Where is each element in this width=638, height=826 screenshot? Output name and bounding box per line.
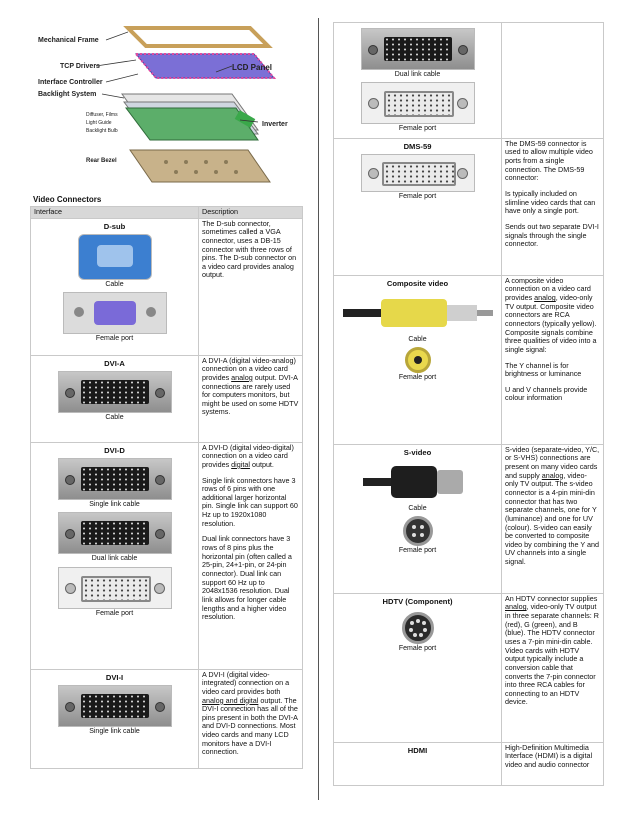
caption: Cable	[105, 413, 124, 421]
caption: Single link cable	[89, 500, 140, 508]
description-text: The DMS-59 connector is used to allow multiple video ports from a single connection. The DMS-59 connector:	[505, 138, 593, 183]
section-title: Video Connectors	[33, 195, 102, 204]
caption: Female port	[398, 192, 437, 200]
dvi-i-female-port-image	[361, 82, 475, 124]
label-backlight-system: Backlight System	[38, 91, 97, 98]
description-text: Dual link connectors have 3 rows of 8 pins plus the horizontal pin (often called a 25-pin, 24+1-pin, or 24-pin connector). Dual link can support 60 Hz up to 2048x1536 resolution. Dual link allows for longer cable lengths and a higher video resolution.	[202, 534, 292, 622]
description-text: S-video (separate-video, Y/C, or S-VHS) connections are present on many video cards and supply analog, video-only TV output. The s-video connector is a 4-pin mini-din connector that has two separate channels, one for Y (luminance) and one for UV (colour). S-video can easily be converted to composite video by combining the Y and UV channels into a single signal.	[505, 444, 600, 567]
caption: Female port	[398, 374, 437, 382]
description-text: Single link connectors have 3 rows of 6 pins with one additional larger horizontal pin. Single link can support 60 Hz up to 1920x1080 resolution.	[202, 475, 298, 528]
description-text: Sends out two separate DVI-I signals through the single connector.	[505, 221, 599, 249]
connector-name: DMS-59	[403, 141, 432, 151]
caption: Female port	[398, 644, 437, 652]
label-mechanical-frame: Mechanical Frame	[38, 37, 99, 44]
description-link[interactable]: digital	[231, 459, 250, 469]
table-row	[31, 355, 303, 442]
caption: Dual link cable	[394, 71, 441, 78]
dsub-cable-image	[78, 234, 152, 280]
caption: Cable	[408, 504, 427, 512]
rca-port-image	[405, 347, 431, 373]
label-backlight-bulb: Backlight Bulb	[86, 128, 118, 134]
table-row	[31, 669, 303, 768]
table-row	[334, 444, 604, 593]
description-link[interactable]: analog and digital	[202, 695, 259, 705]
caption: Female port	[95, 609, 134, 617]
dsub-port-image	[63, 292, 167, 334]
caption: Female port	[398, 125, 437, 133]
description-text: The D-sub connector, sometimes called a VGA connector, uses a DB-15 connector with three rows of pins. The D-sub connector on a video card provides analog output.	[202, 218, 297, 280]
video-connectors-table-continued	[333, 22, 604, 786]
label-light-guide: Light Guide	[86, 120, 112, 126]
connector-name: DVI-D	[104, 445, 125, 455]
connector-name: HDTV (Component)	[382, 596, 453, 606]
description-text: The Y channel is for brightness or luminance	[505, 360, 582, 379]
connector-name: DVI-A	[104, 358, 125, 368]
description-link[interactable]: analog	[541, 470, 564, 480]
svideo-cable-image	[363, 460, 473, 504]
video-connectors-table	[30, 206, 303, 769]
header-interface: Interface	[31, 207, 199, 219]
label-inverter: Inverter	[262, 121, 288, 128]
dvi-d-dual-link-image	[58, 512, 172, 554]
table-row	[334, 23, 604, 139]
hdtv-port-image	[402, 612, 434, 644]
description-text: A DVI-D (digital video-digital) connection on a video card provides digital output.	[202, 442, 294, 469]
caption: Female port	[95, 335, 134, 343]
dms59-port-image	[361, 154, 475, 192]
table-row	[334, 138, 604, 275]
dvi-d-single-link-image	[58, 458, 172, 500]
table-row	[334, 275, 604, 444]
connector-name: HDMI	[407, 745, 428, 755]
table-row	[31, 442, 303, 669]
svideo-port-image	[403, 516, 433, 546]
description-text: A composite video connection on a video card provides analog, video-only TV output. Composite video connectors are RCA connectors (typically yellow). Composite signals combine three qualities of video into a single signal:	[505, 275, 597, 354]
dvi-a-cable-image	[58, 371, 172, 413]
header-description: Description	[199, 207, 303, 219]
caption: Single link cable	[89, 727, 140, 735]
dvi-i-dual-link-image	[361, 28, 475, 70]
lcd-exploded-diagram	[36, 22, 300, 192]
description-text: U and V channels provide colour information	[505, 384, 588, 403]
label-rear-bezel: Rear Bezel	[86, 158, 117, 164]
table-row	[334, 593, 604, 742]
connector-name: D-sub	[103, 221, 126, 231]
description-text: A DVI-A (digital video-analog) connection on a video card provides analog output. DVI-A connections are rarely used for computers monitors, but might be used on some HDTV systems.	[199, 355, 303, 442]
description-link[interactable]: analog	[534, 293, 556, 303]
caption: Dual link cable	[91, 555, 138, 563]
column-divider	[318, 18, 319, 800]
caption: Female port	[398, 547, 437, 555]
label-tcp-drivers: TCP Drivers	[60, 63, 100, 70]
description-link[interactable]: analog	[505, 602, 527, 612]
description-text: A DVI-I (digital video-integrated) connection on a video card provides both analog and digital output. The DVI-I connection has all of the pins present in both the DVI-A and DVI-D connections. Most video cards and many LCD monitors have a DVI-I connection.	[202, 669, 298, 757]
description-text: An HDTV connector supplies analog, video-only TV output in three separate channels: R (red), G (green), and B (blue). The HDTV connector uses a 7-pin mini-din cable. Video cards with HDTV output typically include a conversion cable that converts the 7-pin connector into three RCA cables for connecting to an HDTV device.	[505, 593, 599, 707]
description-text: High-Definition Multimedia Interface (HDMI) is a digital video and audio connector	[505, 742, 593, 770]
connector-name: Composite video	[386, 278, 449, 288]
label-lcd-panel: LCD Panel	[232, 63, 273, 72]
connector-name: S-video	[403, 447, 432, 457]
label-interface-controller: Interface Controller	[38, 79, 103, 86]
caption: Cable	[408, 335, 427, 343]
dvi-i-single-link-image	[58, 685, 172, 727]
label-diffuser: Diffuser, Films	[86, 112, 118, 118]
rca-cable-image	[343, 291, 493, 335]
caption: Cable	[105, 280, 124, 288]
dvi-d-female-port-image	[58, 567, 172, 609]
table-row	[31, 218, 303, 355]
connector-name: DVI-I	[105, 672, 124, 682]
description-text: Is typically included on slimline video cards that can have only a single port.	[505, 188, 596, 216]
table-row	[334, 742, 604, 785]
